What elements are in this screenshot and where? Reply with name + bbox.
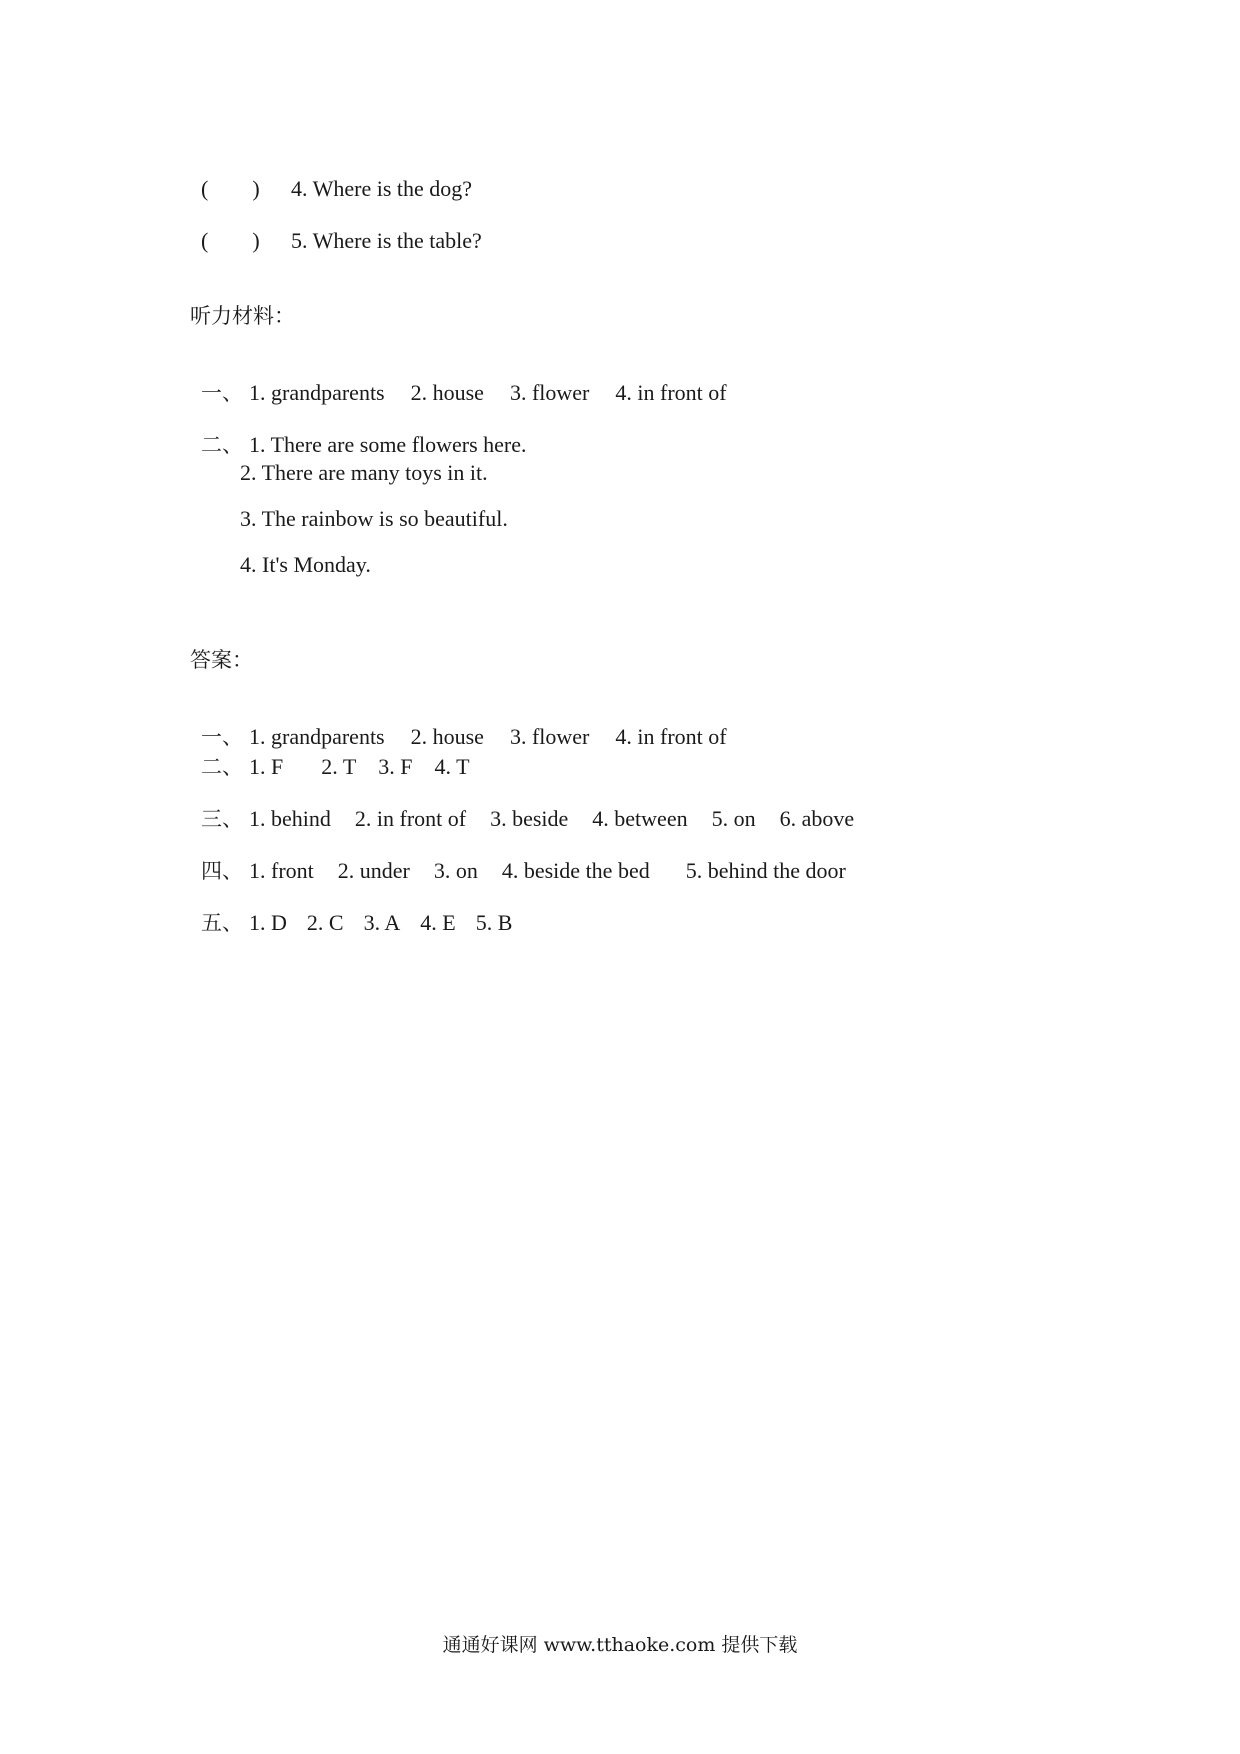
section-number: 二、	[201, 755, 243, 779]
list-item: 5. B	[475, 910, 513, 935]
list-item: 5. on	[711, 806, 756, 831]
list-item: 1. F	[249, 754, 284, 779]
list-item: 2. house	[410, 380, 484, 405]
list-item: 2. under	[337, 858, 410, 883]
list-item: 6. above	[779, 806, 855, 831]
list-item: 1. D	[249, 910, 287, 935]
list-item: 4. in front of	[615, 380, 727, 405]
answers-section-4	[190, 838, 846, 882]
answers-heading: 答案：	[190, 648, 253, 672]
list-item: 5. behind the door	[685, 858, 846, 883]
list-item: 2. in front of	[354, 806, 467, 831]
list-item: 1. grandparents	[249, 724, 385, 749]
list-item: 1. grandparents	[249, 380, 385, 405]
list-item: 4. between	[592, 806, 688, 831]
section-number: 五、	[201, 911, 243, 935]
list-item: 3. flower	[509, 380, 590, 405]
section-number: 二、	[201, 433, 243, 457]
section-number: 一、	[201, 725, 243, 749]
list-item: 3. F	[378, 754, 413, 779]
list-item: 2. C	[306, 910, 344, 935]
list-item: 4. E	[420, 910, 456, 935]
list-item: 1. front	[249, 858, 314, 883]
list-item: 3. The rainbow is so beautiful.	[240, 506, 508, 531]
listening-heading: 听力材料：	[190, 304, 295, 328]
page-footer: 通通好课网 www.tthaoke.com 提供下载	[442, 1634, 798, 1656]
list-item: 4. It's Monday.	[240, 552, 371, 577]
list-item: 2. There are many toys in it.	[240, 460, 488, 485]
list-item: 4. beside the bed	[501, 858, 650, 883]
list-item: 1. behind	[249, 806, 331, 831]
answers-section-2	[190, 734, 470, 778]
list-item: 4. in front of	[615, 724, 727, 749]
list-item: 3. beside	[490, 806, 569, 831]
listening-section-2	[190, 412, 527, 456]
answer-blank: ( )	[201, 176, 260, 201]
list-item: 2. T	[321, 754, 357, 779]
answers-section-5	[190, 890, 512, 934]
section-number: 一、	[201, 381, 243, 405]
list-item: 3. on	[433, 858, 478, 883]
listening-section-1	[190, 360, 727, 404]
section-number: 四、	[201, 859, 243, 883]
list-item: 3. A	[363, 910, 401, 935]
question-5	[190, 208, 482, 252]
list-item: 1. There are some flowers here.	[249, 432, 527, 457]
question-text: 5. Where is the table?	[291, 228, 482, 253]
list-item: 3. flower	[509, 724, 590, 749]
section-number: 三、	[201, 807, 243, 831]
answer-blank: ( )	[201, 228, 260, 253]
list-item: 4. T	[434, 754, 470, 779]
answers-section-3	[190, 786, 854, 830]
list-item: 2. house	[410, 724, 484, 749]
question-4	[190, 156, 472, 200]
question-text: 4. Where is the dog?	[291, 176, 473, 201]
